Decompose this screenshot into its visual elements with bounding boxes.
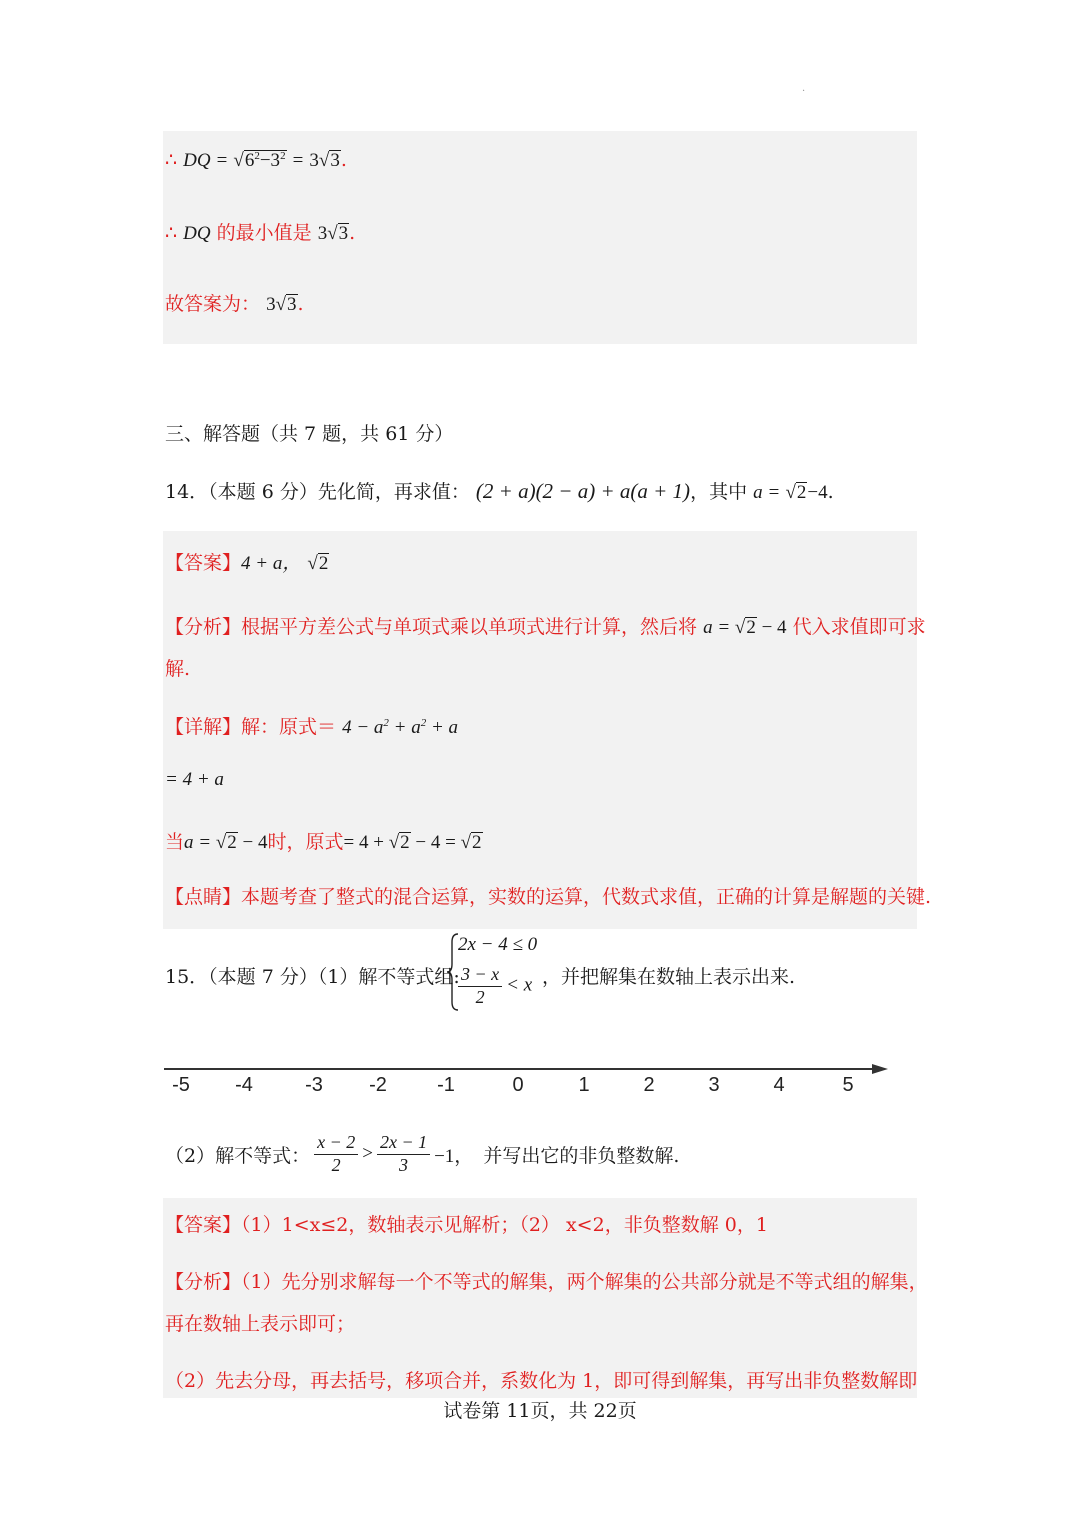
tick-label: 4 — [773, 1074, 785, 1096]
number-line-ticks — [0, 1074, 1080, 1104]
tick-label: 0 — [512, 1074, 524, 1096]
analysis-15-line2: 再在数轴上表示即可； — [165, 1313, 356, 1335]
tick-label: -4 — [235, 1074, 253, 1096]
question-14: 14．（本题 6 分）先化简，再求值： (2 + a)(2 − a) + a(a + 1)，其中 a = √2−4. — [165, 479, 834, 503]
section-title: 三、解答题（共 7 题，共 61 分） — [165, 423, 454, 445]
answer-15: 【答案】（1）1<x≤2，数轴表示见解析；（2） x<2，非负整数解 0，1 — [165, 1214, 768, 1236]
question-15-suffix: ，并把解集在数轴上表示出来. — [542, 966, 796, 988]
tick-label: 3 — [708, 1074, 720, 1096]
inequality-2: $\frac{3 - x}{2}$ < x — [458, 964, 532, 1008]
tick-label: 2 — [643, 1074, 655, 1096]
inequality-system — [446, 932, 556, 1012]
question-15-part2: （2）解不等式： $\frac{x - 2}{2}$ > $\frac{2x - 1}{3}$ −1， 并写出它的非负整数解. — [165, 1132, 680, 1175]
tick-label: -1 — [437, 1074, 455, 1096]
analysis-14-line2: 解. — [165, 658, 191, 680]
answer-14: 【答案】4 + a， √2 — [165, 552, 329, 574]
solution-line-1: ∴ DQ = $√6^2-3^2 = 3√3$. — [165, 149, 347, 171]
solution-line-2: ∴ DQ 的最小值是 3√3. — [165, 222, 356, 244]
tick-label: -3 — [305, 1074, 323, 1096]
tick-label: -2 — [369, 1074, 387, 1096]
analysis-14: 【分析】根据平方差公式与单项式乘以单项式进行计算，然后将 a = √2 − 4 代入求值即可求 — [165, 616, 926, 638]
analysis-15-line3: （2）先去分母，再去括号，移项合并，系数化为 1，即可得到解集，再写出非负整数解即 — [165, 1370, 918, 1392]
comment-14: 【点睛】本题考查了整式的混合运算，实数的运算，代数式求值，正确的计算是解题的关键. — [165, 886, 932, 908]
tick-label: 1 — [578, 1074, 590, 1096]
question-15: 15．（本题 7 分）（1）解不等式组: — [165, 966, 460, 988]
detail-14: 【详解】解：原式＝ $4 - a^2 + a^2 + a$ — [165, 716, 459, 738]
tick-label: 5 — [842, 1074, 854, 1096]
detail-14-step2: = 4 + a — [165, 769, 224, 790]
analysis-15: 【分析】（1）先分别求解每一个不等式的解集，两个解集的公共部分就是不等式组的解集， — [165, 1271, 928, 1293]
arrow-icon — [872, 1064, 888, 1074]
page-marker: · — [802, 86, 806, 97]
tick-label: -5 — [172, 1074, 190, 1096]
inequality-1: 2x − 4 ≤ 0 — [458, 934, 538, 955]
page-footer: 试卷第 11页，共 22页 — [443, 1400, 637, 1422]
detail-14-substitution: 当a = √2 − 4时，原式= 4 + √2 − 4 = √2 — [165, 831, 482, 853]
solution-line-3: 故答案为： 3√3. — [165, 293, 304, 315]
